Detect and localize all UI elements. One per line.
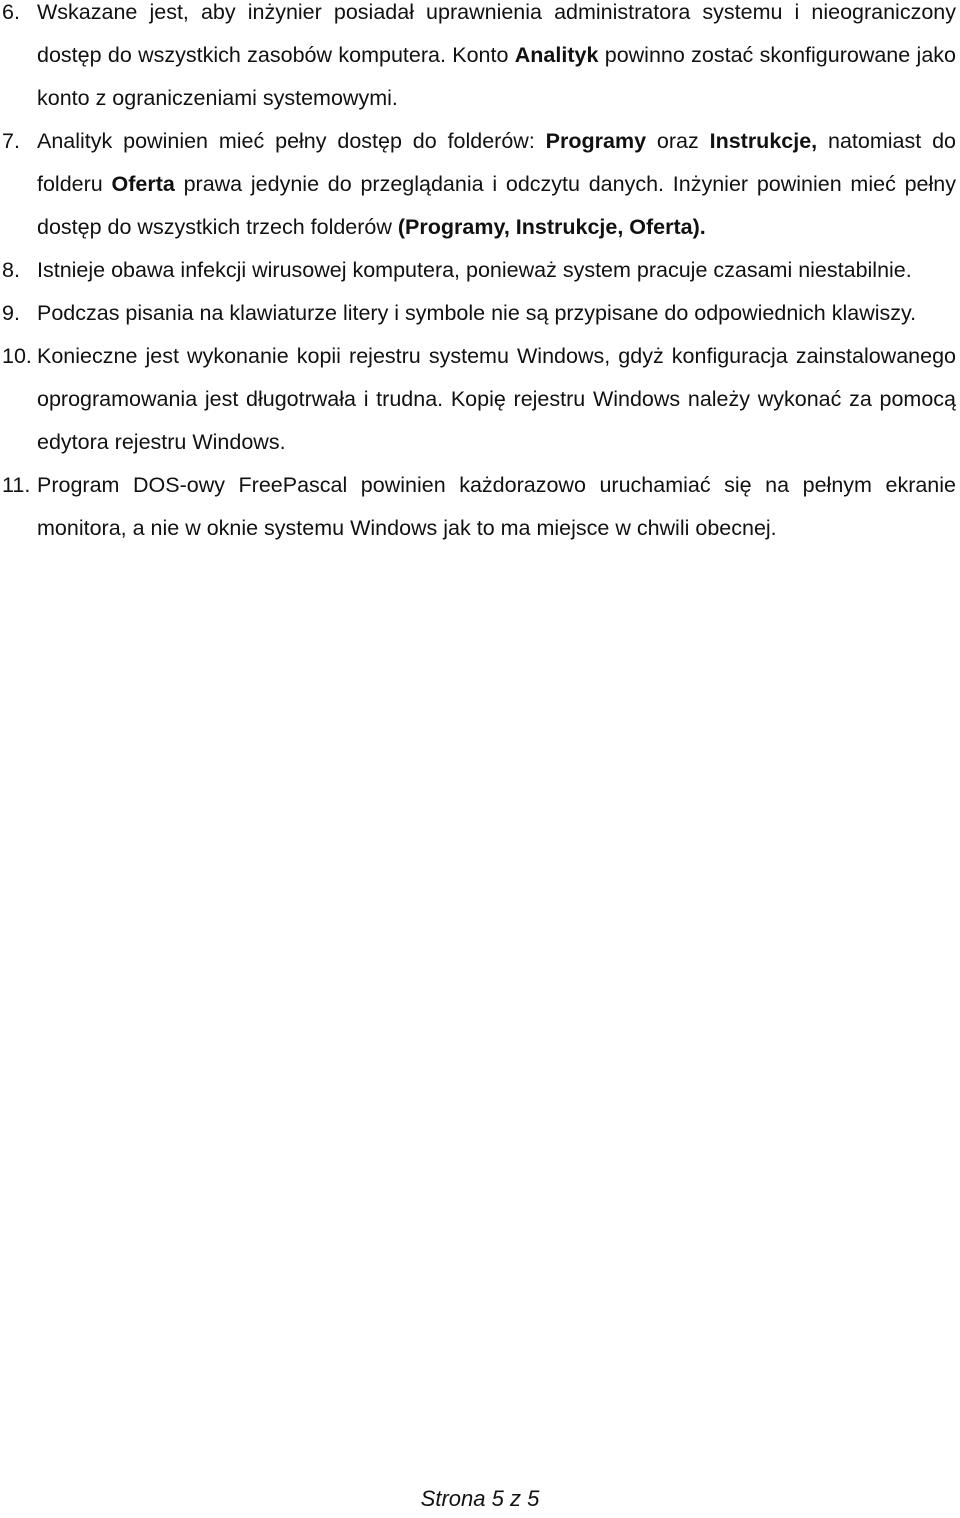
item-number: 7. <box>2 129 20 153</box>
list-item-7 <box>2 120 956 249</box>
item-text: Analityk powinien mieć pełny dostęp do folderów: <box>37 129 546 153</box>
page-footer: Strona 5 z 5 <box>420 1486 540 1511</box>
item-text: Wskazane jest, aby inżynier posiadał uprawnienia administratora systemu i nieograniczony dostęp do wszystkich zasobów komputera. Konto <box>37 0 956 67</box>
list-item-8 <box>2 249 956 292</box>
item-text: prawa jedynie do przeglądania i odczytu danych. Inżynier powinien mieć pełny dostęp do wszystkich trzech folderów <box>37 172 956 239</box>
item-text: powinno zostać skonfigurowane jako konto z ograniczeniami systemowymi. <box>37 43 956 110</box>
bold-text: Programy <box>545 129 647 153</box>
list-item-9 <box>2 292 956 335</box>
item-number: 11. <box>2 473 31 497</box>
bold-text: Analityk <box>514 43 599 67</box>
bold-text: Instrukcje, <box>709 129 818 153</box>
item-text: oraz <box>646 129 710 153</box>
item-text: Podczas pisania na klawiaturze litery i symbole nie są przypisane do odpowiednich klawiszy. <box>37 301 917 325</box>
item-number: 9. <box>2 301 20 325</box>
bold-text: (Programy, Instrukcje, Oferta). <box>397 215 706 239</box>
item-text: Istnieje obawa infekcji wirusowej komputera, ponieważ system pracuje czasami niestabilnie. <box>37 258 912 282</box>
item-number: 10. <box>2 344 32 368</box>
item-text: Program DOS-owy FreePascal powinien każdorazowo uruchamiać się na pełnym ekranie monitora, a nie w oknie systemu Windows jak to ma miejsce w chwili obecnej. <box>37 473 956 540</box>
item-text: natomiast do folderu <box>37 129 956 196</box>
item-text: Konieczne jest wykonanie kopii rejestru systemu Windows, gdyż konfiguracja zainstalowanego oprogramowania jest długotrwała i trudna. Kopię rejestru Windows należy wykonać za pomocą edytora rejestru Windows. <box>37 344 956 454</box>
item-number: 8. <box>2 258 20 282</box>
list-item-11 <box>2 464 956 550</box>
list-item-10 <box>2 335 956 464</box>
item-number: 6. <box>2 0 20 24</box>
bold-text: Oferta <box>111 172 175 196</box>
numbered-list <box>2 0 956 550</box>
list-item-6 <box>2 0 956 120</box>
